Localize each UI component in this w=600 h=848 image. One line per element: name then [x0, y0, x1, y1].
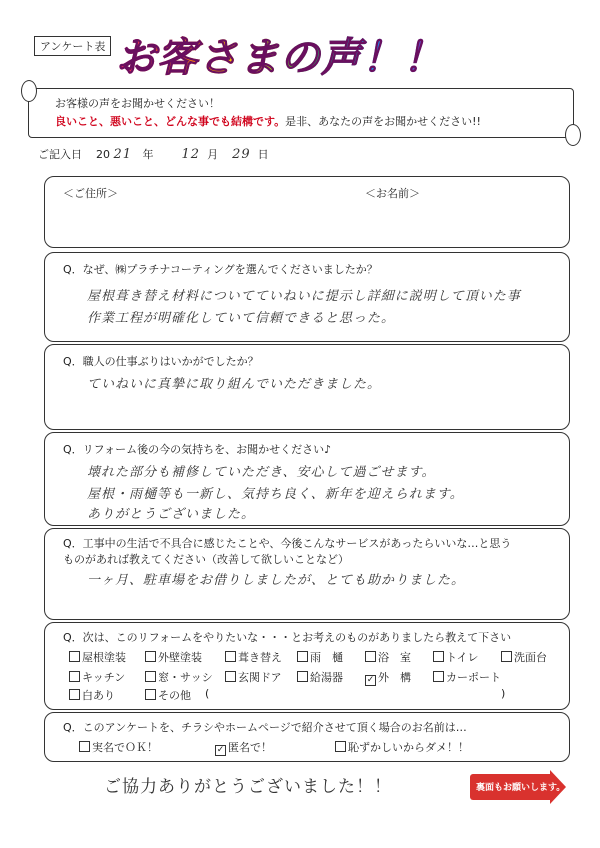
checkbox[interactable] — [225, 651, 236, 662]
option-toilet[interactable] — [433, 649, 478, 665]
option-label: その他 — [158, 689, 191, 702]
q5-question: Q．次は、このリフォームをやりたいな・・・とお考えのものがありましたら教えて下さい — [63, 631, 512, 644]
checkbox[interactable] — [433, 671, 444, 682]
form-tag: アンケート表 — [34, 36, 111, 56]
intro-banner — [28, 88, 574, 138]
customer-info-box — [44, 176, 570, 248]
q6-question: Q．このアンケートを、チラシやホームページで紹介させて頂く場合のお名前は… — [63, 721, 467, 734]
checkbox[interactable] — [433, 651, 444, 662]
checkbox[interactable] — [225, 671, 236, 682]
checkbox[interactable] — [297, 671, 308, 682]
checkbox[interactable] — [69, 689, 80, 700]
checkbox-checked[interactable]: ✓ — [366, 675, 375, 685]
intro-line1: お客様の声をお聞かせください！ — [55, 97, 220, 110]
option-label: 給湯器 — [310, 671, 343, 684]
q2-question: Q．職人の仕事ぶりはいかがでしたか？ — [63, 355, 259, 368]
intro-highlight: 良いこと、悪いこと、どんな事でも結構です。 — [55, 115, 286, 128]
q4-question-line2: ものがあれば教えてください（改善して欲しいことなど） — [63, 553, 349, 566]
option-label: 白あり — [82, 689, 115, 702]
date-line — [38, 146, 269, 162]
q6-box — [44, 712, 570, 762]
option-label: トイレ — [446, 651, 479, 664]
page-title: お客さまの声！！ — [116, 26, 444, 83]
option-label: 実名でＯＫ！ — [92, 741, 158, 754]
name-label: ＜お名前＞ — [365, 187, 420, 200]
q1-answer-line2: 作業工程が明確化していて信頼できると思った。 — [87, 311, 396, 326]
option-decline[interactable] — [335, 739, 469, 755]
option-label: 窓・サッシ — [158, 671, 213, 684]
q3-answer-line3: ありがとうございました。 — [87, 507, 256, 522]
option-sink[interactable] — [501, 649, 547, 665]
option-bath[interactable] — [365, 649, 411, 665]
q4-question-line1: Q．工事中の生活で不具合に感じたことや、今後こんなサービスがあったらいいな…と思う — [63, 537, 512, 550]
option-carport[interactable] — [433, 669, 501, 685]
q1-question: Q．なぜ、㈱プラチナコーティングを選んでくださいましたか？ — [63, 263, 378, 276]
date-day: 29 — [232, 147, 251, 162]
address-label: ＜ご住所＞ — [63, 187, 118, 200]
option-kitchen[interactable] — [69, 669, 125, 685]
back-page-arrow[interactable] — [470, 770, 566, 804]
checkbox[interactable] — [79, 741, 90, 752]
q4-box — [44, 528, 570, 620]
option-termite[interactable] — [69, 687, 115, 703]
checkbox[interactable] — [145, 671, 156, 682]
other-paren-open: ( — [205, 687, 210, 700]
date-label: ご記入日 — [38, 148, 82, 161]
thanks-message: ご協力ありがとうございました！！ — [104, 777, 392, 797]
option-label: 雨 樋 — [310, 651, 343, 664]
option-label: 浴 室 — [378, 651, 411, 664]
intro-rest: 是非、あなたの声をお聞かせください!! — [285, 115, 481, 128]
back-note: 裏面もお願いします。 — [476, 783, 566, 793]
date-month: 12 — [181, 147, 201, 162]
option-label: 玄関ドア — [238, 671, 282, 684]
option-label: 洗面台 — [514, 651, 547, 664]
option-entrance-door[interactable] — [225, 669, 282, 685]
month-label: 月 — [207, 148, 219, 161]
option-reroof[interactable] — [225, 649, 282, 665]
date-year: 21 — [113, 147, 133, 162]
option-anonymous[interactable] — [215, 739, 272, 756]
checkbox[interactable] — [297, 651, 308, 662]
intro-line2 — [55, 113, 481, 129]
q3-question: Q．リフォーム後の今の気持ちを、お聞かせください♪ — [63, 443, 332, 456]
q1-answer-line1: 屋根葺き替え材料についてていねいに提示し詳細に説明して頂いた事 — [87, 289, 521, 304]
q1-box — [44, 252, 570, 342]
scroll-curl-left — [21, 80, 37, 102]
checkbox[interactable] — [365, 651, 376, 662]
option-real-name[interactable] — [79, 739, 158, 755]
option-water-heater[interactable] — [297, 669, 343, 685]
option-label: 屋根塗装 — [82, 651, 126, 664]
option-label: 外 構 — [378, 671, 411, 684]
checkbox[interactable] — [145, 689, 156, 700]
checkbox[interactable] — [501, 651, 512, 662]
checkbox[interactable] — [335, 741, 346, 752]
other-paren-close: ) — [501, 687, 506, 700]
option-window[interactable] — [145, 669, 213, 685]
option-gutter[interactable] — [297, 649, 343, 665]
q3-box — [44, 432, 570, 526]
q4-answer-line1: 一ヶ月、駐車場をお借りしましたが、とても助かりました。 — [87, 573, 466, 588]
option-label: 恥ずかしいからダメ！！ — [348, 741, 469, 754]
year-label: 年 — [142, 148, 154, 161]
checkbox[interactable] — [69, 671, 80, 682]
option-label: 匿名で！ — [228, 741, 272, 754]
q5-box — [44, 622, 570, 710]
option-exterior[interactable] — [365, 669, 411, 686]
checkbox[interactable] — [145, 651, 156, 662]
q3-answer-line2: 屋根・雨樋等も一新し、気持ち良く、新年を迎えられます。 — [87, 487, 464, 502]
option-wall-paint[interactable] — [145, 649, 202, 665]
scroll-curl-right — [565, 124, 581, 146]
option-label: キッチン — [82, 671, 126, 684]
option-label: カーポート — [446, 671, 501, 684]
checkbox-checked[interactable]: ✓ — [216, 745, 225, 755]
q3-answer-line1: 壊れた部分も補修していただき、安心して過ごせます。 — [87, 465, 436, 480]
q2-answer-line1: ていねいに真摯に取り組んでいただきました。 — [87, 377, 382, 392]
option-other[interactable] — [145, 687, 191, 703]
date-era: 20 — [96, 148, 110, 161]
day-label: 日 — [257, 148, 269, 161]
option-label: 葺き替え — [238, 651, 282, 664]
option-roof-paint[interactable] — [69, 649, 126, 665]
q2-box — [44, 344, 570, 430]
option-label: 外壁塗装 — [158, 651, 202, 664]
checkbox[interactable] — [69, 651, 80, 662]
